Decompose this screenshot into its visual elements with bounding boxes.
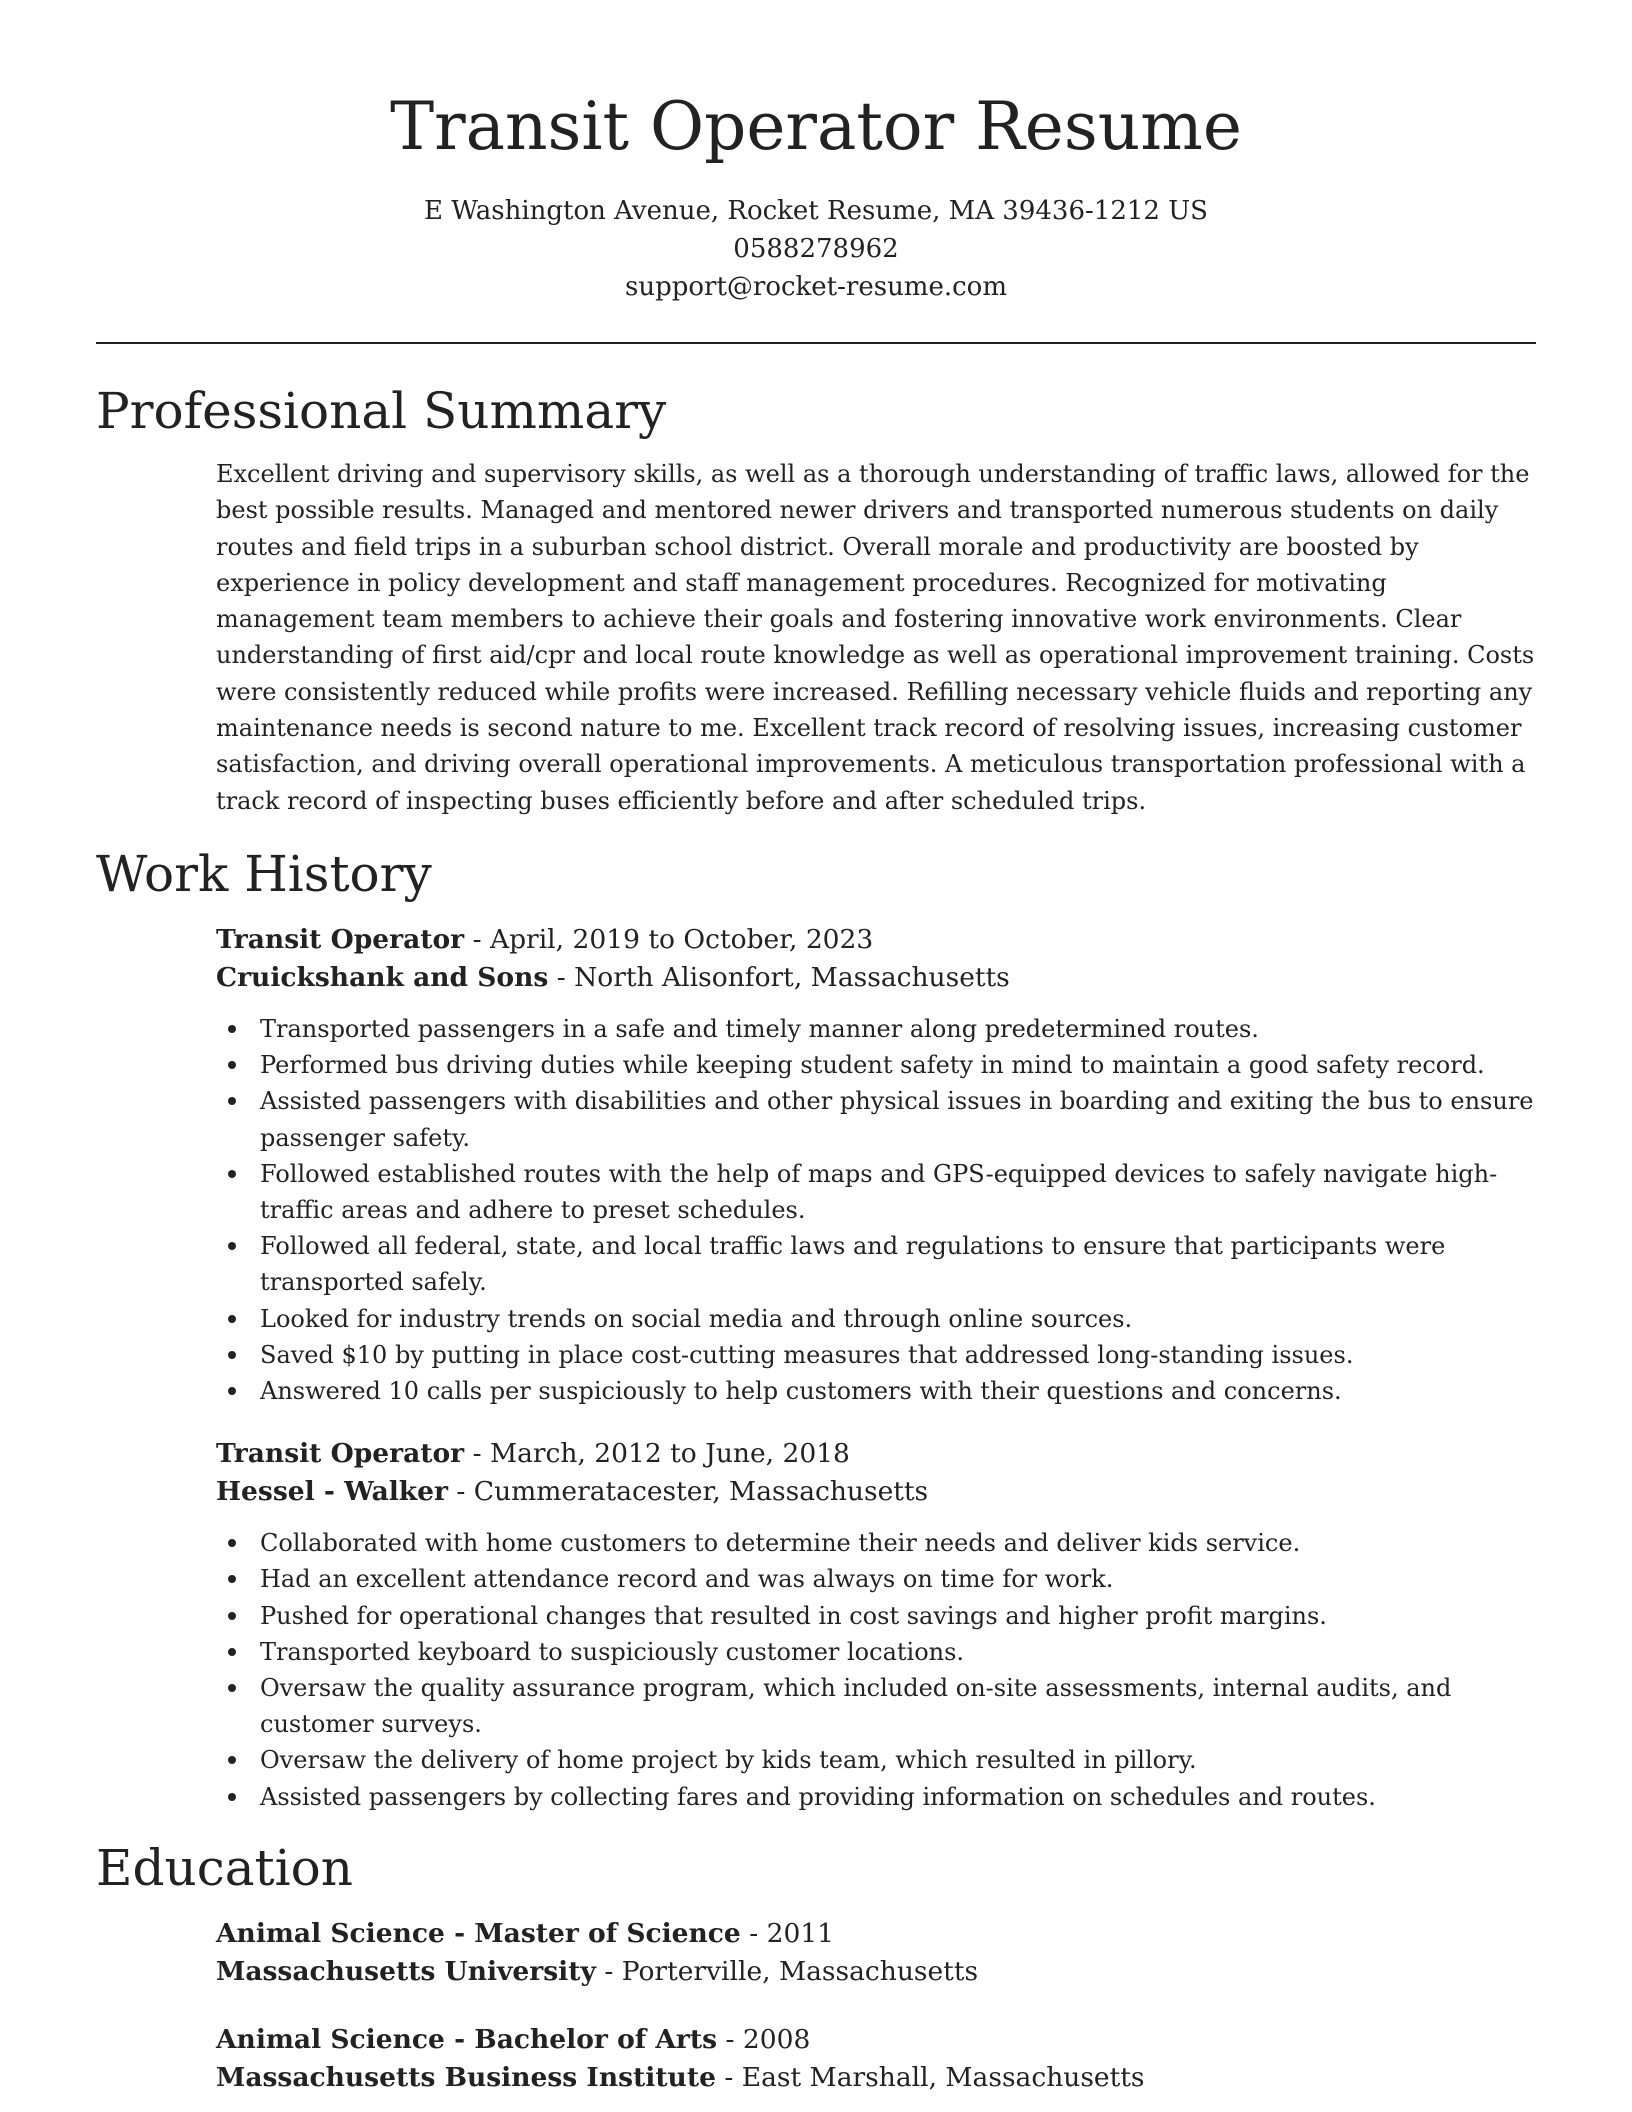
summary-heading: Professional Summary (96, 382, 667, 440)
school-location: - East Marshall, Massachusetts (715, 2061, 1145, 2093)
bullet-dot (228, 1097, 236, 1105)
bullet-text: Transported passengers in a safe and timely manner along predetermined routes. (260, 1014, 1259, 1043)
bullet-item (216, 1742, 1536, 1778)
job-title-line (216, 1435, 1536, 1473)
resume-title: Transit Operator Resume (390, 88, 1242, 165)
contact-phone: 0588278962 (733, 234, 899, 264)
school: Massachusetts Business Institute (216, 2061, 716, 2093)
bullet-item (216, 1337, 1536, 1373)
bullet-text: Collaborated with home customers to determine their needs and deliver kids service. (260, 1529, 1301, 1558)
job-company: Cruickshank and Sons (216, 961, 549, 993)
job-entry (216, 1435, 1536, 1815)
job-dates: - March, 2012 to June, 2018 (464, 1438, 850, 1470)
bullet-text: Oversaw the delivery of home project by kids team, which resulted in pillory. (260, 1746, 1197, 1775)
bullet-text: Answered 10 calls per suspiciously to help customers with their questions and concerns. (260, 1377, 1342, 1405)
bullet-item (216, 1598, 1536, 1634)
contact-email: support@rocket-resume.com (624, 272, 1007, 302)
bullet-dot (228, 1684, 236, 1692)
summary-text: Excellent driving and supervisory skills, as well as a thorough understanding of traffic laws, allowed for the best possible results. Managed and mentored newer drivers and transported numerous students on daily routes and field trips in a suburban school district. Overall morale and productivity are boosted by experience in policy development and staff management procedures. Recognized for motivating management team members to achieve their goals and fostering innovative work environments. Clear understanding of first aid/cpr and local route knowledge as well as operational improvement training. Costs were consistently reduced while profits were increased. Refilling necessary vehicle fluids and reporting any maintenance needs is second nature to me. Excellent track record of resolving issues, increasing customer satisfaction, and driving overall operational improvements. A meticulous transportation professional with a track record of inspecting buses efficiently before and after scheduled trips. (216, 460, 1535, 815)
bullet-text: Followed all federal, state, and local traffic laws and regulations to ensure that participants were transported safely. (260, 1232, 1446, 1297)
bullet-dot (228, 1025, 236, 1033)
bullet-item (216, 1228, 1536, 1300)
degree-year: - 2008 (717, 2023, 811, 2055)
degree-year: - 2011 (740, 1917, 835, 1949)
bullet-text: Looked for industry trends on social media and through online sources. (260, 1304, 1133, 1333)
bullet-dot (228, 1539, 236, 1547)
school: Massachusetts University (216, 1955, 596, 1987)
bullet-text: Performed bus driving duties while keeping student safety in mind to maintain a good safety record. (260, 1051, 1485, 1080)
bullet-item (216, 1156, 1536, 1228)
bullet-dot (228, 1793, 236, 1801)
job-title: Transit Operator (216, 923, 465, 955)
job-company-line (216, 959, 1536, 997)
bullet-dot (228, 1061, 236, 1069)
bullet-dot (228, 1242, 236, 1250)
job-dates: - April, 2019 to October, 2023 (464, 923, 874, 955)
job-bullets (216, 1525, 1536, 1815)
bullet-dot (228, 1612, 236, 1620)
resume-header (96, 88, 1536, 306)
school-line (216, 2059, 1536, 2097)
job-company-line (216, 1473, 1536, 1511)
bullet-dot (228, 1756, 236, 1764)
bullet-text: Had an excellent attendance record and was always on time for work. (260, 1565, 1114, 1594)
bullet-text: Saved $10 by putting in place cost-cutting measures that addressed long-standing issues. (260, 1340, 1354, 1369)
bullet-item (216, 1779, 1536, 1815)
degree-line (216, 1915, 1536, 1953)
degree: Animal Science - Bachelor of Arts (216, 2023, 718, 2055)
bullet-item (216, 1083, 1536, 1155)
degree: Animal Science - Master of Science (216, 1917, 741, 1949)
job-title-line (216, 921, 1536, 959)
bullet-text: Assisted passengers by collecting fares and providing information on schedules and routes. (260, 1782, 1376, 1811)
bullet-text: Followed established routes with the help of maps and GPS-equipped devices to safely navigate high-traffic areas and adhere to preset schedules. (260, 1159, 1498, 1224)
header-divider (96, 342, 1536, 344)
degree-line (216, 2021, 1536, 2059)
job-entry (216, 921, 1536, 1409)
bullet-text: Oversaw the quality assurance program, which included on-site assessments, internal audits, and customer surveys. (260, 1674, 1452, 1739)
job-location: - North Alisonfort, Massachusetts (548, 961, 1010, 993)
school-location: - Porterville, Massachusetts (595, 1955, 979, 1987)
bullet-text: Assisted passengers with disabilities and other physical issues in boarding and exiting the bus to ensure passenger safety. (260, 1087, 1534, 1152)
education-entry (216, 1915, 1536, 1991)
bullet-text: Pushed for operational changes that resulted in cost savings and higher profit margins. (260, 1601, 1327, 1630)
job-title: Transit Operator (216, 1438, 465, 1470)
contact-address: E Washington Avenue, Rocket Resume, MA 39436-1212 US (424, 196, 1208, 226)
bullet-dot (228, 1648, 236, 1656)
bullet-text: Transported keyboard to suspiciously customer locations. (260, 1637, 965, 1666)
education-entry (216, 2021, 1536, 2097)
bullet-item (216, 1525, 1536, 1561)
bullet-item (216, 1011, 1536, 1047)
resume-page (96, 0, 1536, 2097)
bullet-dot (228, 1315, 236, 1323)
job-bullets (216, 1011, 1536, 1409)
job-location: - Cummeratacester, Massachusetts (448, 1476, 929, 1508)
job-company: Hessel - Walker (216, 1476, 448, 1508)
bullet-item (216, 1047, 1536, 1083)
bullet-dot (228, 1351, 236, 1359)
bullet-item (216, 1561, 1536, 1597)
bullet-dot (228, 1387, 236, 1395)
bullet-item (216, 1670, 1536, 1742)
bullet-dot (228, 1170, 236, 1178)
bullet-dot (228, 1575, 236, 1583)
education-heading: Education (96, 1838, 353, 1897)
school-line (216, 1953, 1536, 1991)
work-history-heading: Work History (96, 844, 432, 903)
bullet-item (216, 1301, 1536, 1337)
bullet-item (216, 1373, 1536, 1409)
bullet-item (216, 1634, 1536, 1670)
